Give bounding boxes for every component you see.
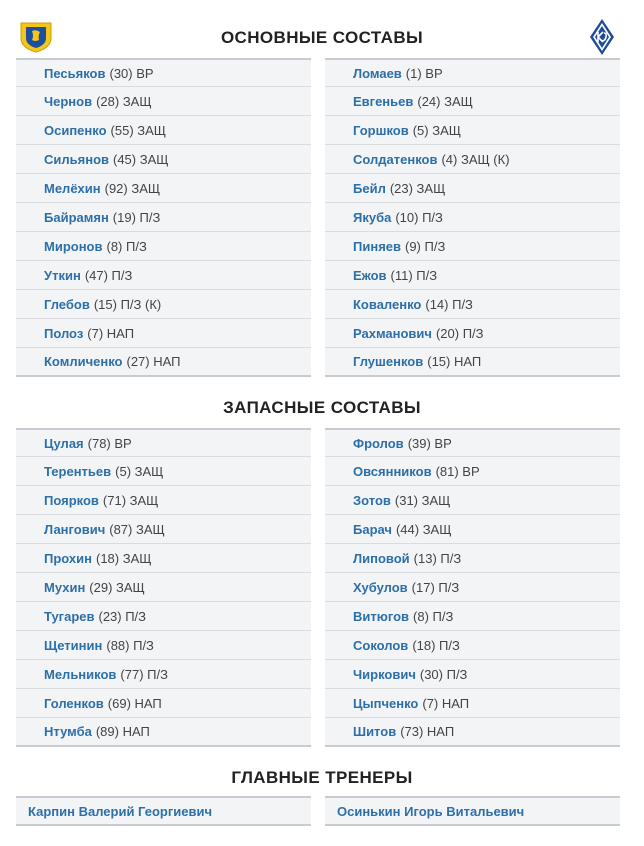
player-name[interactable]: Коваленко (353, 296, 422, 312)
player-info: (15) П/З (К) (93, 296, 162, 312)
player-info: (44) ЗАЩ (395, 521, 452, 537)
player-name[interactable]: Мухин (44, 579, 86, 595)
player-row[interactable] (325, 602, 620, 631)
player-name[interactable]: Мелёхин (44, 180, 101, 196)
player-info: (19) П/З (112, 209, 161, 225)
player-name[interactable]: Поярков (44, 492, 99, 508)
section-title-subs: ЗАПАСНЫЕ СОСТАВЫ (223, 398, 421, 417)
coach-home (16, 796, 311, 826)
player-row[interactable] (16, 631, 311, 660)
player-name[interactable]: Витюгов (353, 608, 410, 624)
player-name[interactable]: Полоз (44, 325, 84, 341)
player-info: (5) ЗАЩ (412, 122, 461, 138)
player-name[interactable]: Ломаев (353, 65, 402, 81)
player-info: (71) ЗАЩ (102, 492, 159, 508)
player-row[interactable] (16, 689, 311, 718)
player-name[interactable]: Мельников (44, 666, 117, 682)
player-row[interactable] (325, 290, 620, 319)
player-row[interactable] (325, 348, 620, 377)
player-name[interactable]: Песьяков (44, 65, 106, 81)
player-info: (29) ЗАЩ (89, 579, 145, 595)
player-name[interactable]: Прохин (44, 550, 92, 566)
player-name[interactable]: Миронов (44, 238, 103, 254)
player-info: (28) ЗАЩ (96, 93, 152, 109)
player-row[interactable] (325, 457, 620, 486)
player-info: (92) ЗАЩ (104, 180, 161, 196)
player-row[interactable] (16, 544, 311, 573)
player-row[interactable] (325, 689, 620, 718)
player-info: (15) НАП (427, 354, 482, 369)
player-info: (39) ВР (407, 435, 452, 451)
player-info: (30) П/З (419, 666, 468, 682)
player-info: (7) НАП (422, 695, 470, 711)
player-name[interactable]: Рахманович (353, 325, 432, 341)
player-row[interactable] (325, 87, 620, 116)
player-name[interactable]: Шитов (353, 724, 397, 739)
player-row[interactable] (325, 573, 620, 602)
player-row[interactable] (325, 174, 620, 203)
player-row[interactable] (16, 116, 311, 145)
player-row[interactable] (325, 203, 620, 232)
player-info: (27) НАП (126, 354, 181, 369)
player-info: (23) ЗАЩ (389, 180, 446, 196)
player-row[interactable] (325, 261, 620, 290)
player-row[interactable] (325, 319, 620, 348)
player-row[interactable] (325, 660, 620, 689)
starting-away-list (325, 58, 620, 377)
player-info: (18) П/З (412, 637, 460, 653)
player-row[interactable] (16, 660, 311, 689)
player-row[interactable] (325, 544, 620, 573)
player-name[interactable]: Бейл (353, 180, 386, 196)
player-name[interactable]: Осипенко (44, 122, 107, 138)
player-info: (47) П/З (84, 267, 133, 283)
player-row[interactable] (16, 145, 311, 174)
player-row[interactable] (325, 718, 620, 747)
section-title-starting: ОСНОВНЫЕ СОСТАВЫ (220, 28, 424, 47)
player-info: (88) П/З (106, 637, 154, 653)
player-name[interactable]: Цулая (44, 435, 84, 451)
player-row[interactable] (16, 428, 311, 457)
player-name[interactable]: Уткин (44, 267, 81, 283)
player-name[interactable]: Овсянников (353, 463, 432, 479)
coach-away (325, 796, 620, 826)
player-name[interactable]: Чиркович (353, 666, 416, 682)
player-info: (18) ЗАЩ (95, 550, 152, 566)
player-row[interactable] (16, 203, 311, 232)
player-name[interactable]: Нтумба (44, 724, 92, 739)
player-name[interactable]: Глебов (44, 296, 90, 312)
player-name[interactable]: Солдатенков (353, 151, 438, 167)
player-info: (4) ЗАЩ (К) (441, 151, 510, 167)
subs-away-list (325, 428, 620, 747)
player-name[interactable]: Евгеньев (353, 93, 414, 109)
player-name[interactable]: Соколов (353, 637, 409, 653)
player-name[interactable]: Лангович (44, 521, 106, 537)
player-name[interactable]: Горшков (353, 122, 409, 138)
player-name[interactable]: Терентьев (44, 463, 112, 479)
player-info: (8) П/З (413, 608, 454, 624)
player-row[interactable] (325, 232, 620, 261)
player-name[interactable]: Барач (353, 521, 392, 537)
player-name[interactable]: Фролов (353, 435, 404, 451)
player-name[interactable]: Байрамян (44, 209, 109, 225)
player-info: (13) П/З (413, 550, 462, 566)
player-row[interactable] (16, 174, 311, 203)
player-row[interactable] (16, 515, 311, 544)
player-info: (11) П/З (390, 267, 438, 283)
coach-row[interactable] (16, 796, 311, 826)
player-name[interactable]: Чернов (44, 93, 93, 109)
player-info: (77) П/З (120, 666, 168, 682)
player-info: (8) П/З (106, 238, 147, 254)
player-row[interactable] (325, 58, 620, 87)
player-row[interactable] (16, 290, 311, 319)
player-name[interactable]: Голенков (44, 695, 104, 711)
player-info: (14) П/З (425, 296, 473, 312)
player-info: (24) ЗАЩ (417, 93, 473, 109)
player-name[interactable]: Зотов (353, 492, 391, 508)
player-row[interactable] (16, 58, 311, 87)
player-row[interactable] (325, 486, 620, 515)
player-info: (1) ВР (405, 65, 443, 81)
player-row[interactable] (325, 145, 620, 174)
player-name[interactable]: Якуба (353, 209, 392, 225)
player-info: (69) НАП (107, 695, 162, 711)
player-info: (10) П/З (395, 209, 443, 225)
player-name[interactable]: Щетинин (44, 637, 103, 653)
player-name[interactable]: Комличенко (44, 354, 123, 369)
player-info: (17) П/З (411, 579, 460, 595)
player-info: (89) НАП (95, 724, 150, 739)
player-info: (31) ЗАЩ (394, 492, 451, 508)
player-name[interactable]: Хубулов (353, 579, 408, 595)
player-name[interactable]: Ежов (353, 267, 387, 283)
starting-home-list (16, 58, 311, 377)
player-info: (73) НАП (400, 724, 455, 739)
player-row[interactable] (16, 87, 311, 116)
player-row[interactable] (16, 602, 311, 631)
player-row[interactable] (16, 573, 311, 602)
player-row[interactable] (16, 261, 311, 290)
player-row[interactable] (325, 515, 620, 544)
player-row[interactable] (325, 116, 620, 145)
player-info: (78) ВР (87, 435, 132, 451)
subs-home-list (16, 428, 311, 747)
player-name[interactable]: Глушенков (353, 354, 424, 369)
player-row[interactable] (16, 348, 311, 377)
player-name[interactable]: Липовой (353, 550, 410, 566)
player-row[interactable] (16, 718, 311, 747)
player-row[interactable] (325, 428, 620, 457)
player-name[interactable]: Цыпченко (353, 695, 419, 711)
player-name[interactable]: Сильянов (44, 151, 109, 167)
player-info: (7) НАП (87, 325, 135, 341)
player-row[interactable] (16, 319, 311, 348)
player-row[interactable] (16, 232, 311, 261)
player-info: (23) П/З (98, 608, 147, 624)
player-info: (5) ЗАЩ (115, 463, 164, 479)
player-info: (55) ЗАЩ (110, 122, 166, 138)
player-info: (81) ВР (435, 463, 480, 479)
section-title-coaches: ГЛАВНЫЕ ТРЕНЕРЫ (231, 768, 413, 787)
player-row[interactable] (325, 631, 620, 660)
player-row[interactable] (16, 457, 311, 486)
player-row[interactable] (16, 486, 311, 515)
coach-name[interactable]: Карпин Валерий Георгиевич (28, 803, 213, 819)
player-info: (87) ЗАЩ (109, 521, 165, 537)
player-info: (9) П/З (405, 238, 446, 254)
player-name[interactable]: Пиняев (353, 238, 401, 254)
player-info: (30) ВР (109, 65, 154, 81)
coach-row[interactable] (325, 796, 620, 826)
player-info: (45) ЗАЩ (113, 151, 169, 167)
player-info: (20) П/З (435, 325, 484, 341)
player-name[interactable]: Тугарев (44, 608, 95, 624)
coach-name[interactable]: Осинькин Игорь Витальевич (337, 803, 525, 819)
